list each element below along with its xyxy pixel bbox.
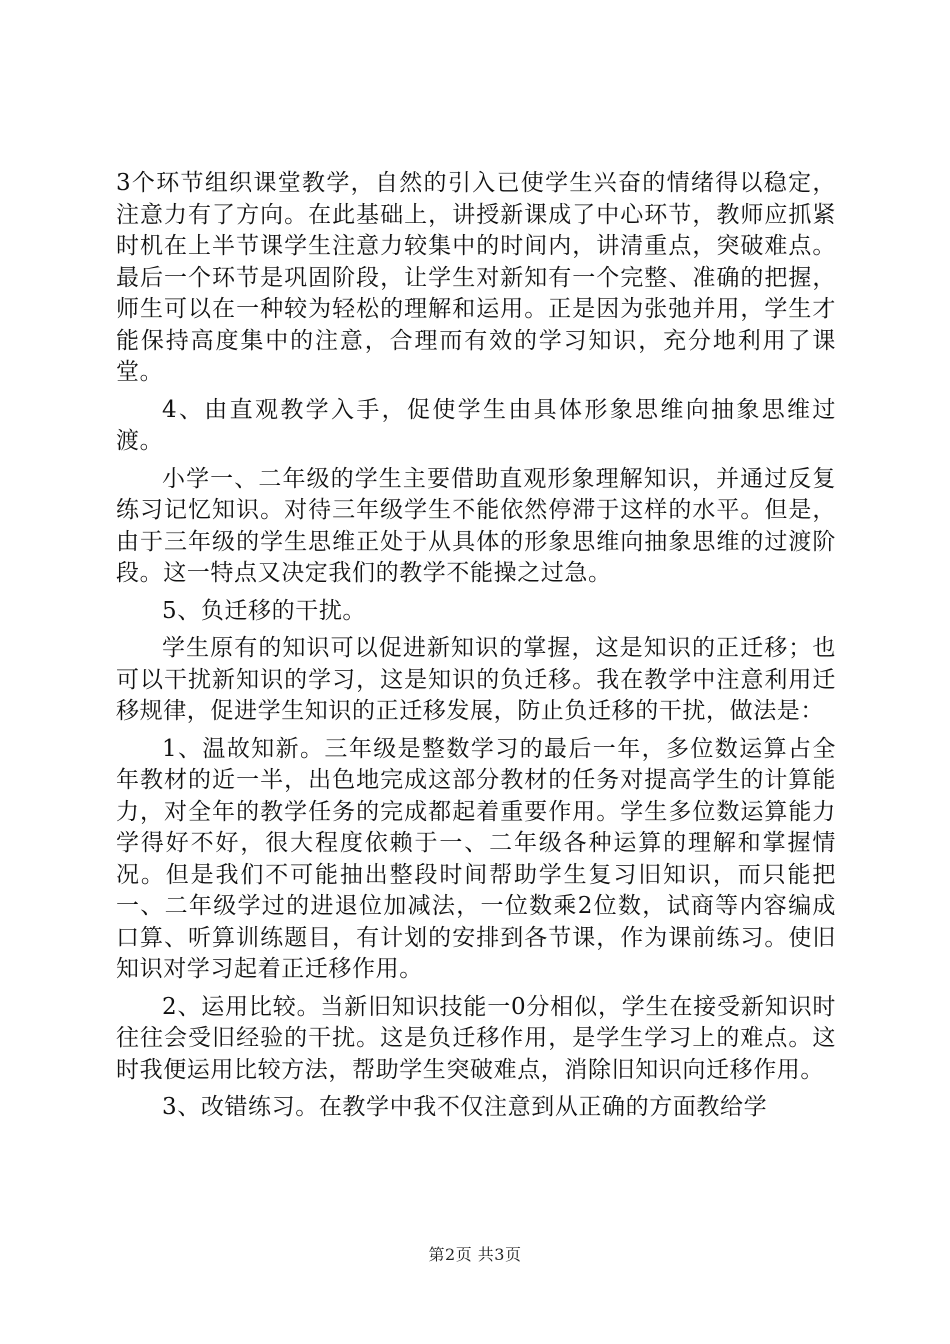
paragraph-intuitive-teaching: 小学一、二年级的学生主要借助直观形象理解知识，并通过反复练习记忆知识。对待三年级学生不能依然停滞于这样的水平。但是，由于三年级的学生思维正处于从具体的形象思维向抽象思维的过渡阶段。这一特点又决定我们的教学不能操之过急。 bbox=[116, 465, 836, 586]
page-footer: 第2页 共3页 bbox=[428, 1245, 522, 1264]
paragraph-item-3: 3、改错练习。在教学中我不仅注意到从正确的方面教给学 bbox=[162, 1094, 768, 1120]
paragraph-item-1: 1、温故知新。三年级是整数学习的最后一年，多位数运算占全年教材的近一半，出色地完成这部分教材的任务对提高学生的计算能力，对全年的教学任务的完成都起着重要作用。学生多位数运算能力学得好不好，很大程度依赖于一、二年级各种运算的理解和掌握情况。但是我们不可能抽出整段时间帮助学生复习旧知识，而只能把一、二年级学过的进退位加减法，一位数乘2位数，试商等内容编成口算、听算训练题目，有计划的安排到各节课，作为课前练习。使旧知识对学习起着正迁移作用。 bbox=[116, 735, 836, 982]
paragraph-continuation: 3个环节组织课堂教学，自然的引入已使学生兴奋的情绪得以稳定，注意力有了方向。在此基础上，讲授新课成了中心环节，教师应抓紧时机在上半节课学生注意力较集中的时间内，讲清重点，突破难点。最后一个环节是巩固阶段，让学生对新知有一个完整、准确的把握，师生可以在一种较为轻松的理解和运用。正是因为张弛并用，学生才能保持高度集中的注意，合理而有效的学习知识，充分地利用了课堂。 bbox=[116, 170, 836, 385]
paragraph-transfer: 学生原有的知识可以促进新知识的掌握，这是知识的正迁移；也可以干扰新知识的学习，这是知识的负迁移。我在教学中注意利用迁移规律，促进学生知识的正迁移发展，防止负迁移的干扰，做法是： bbox=[116, 635, 836, 724]
document-body bbox=[116, 168, 836, 1124]
paragraph-heading-5: 5、负迁移的干扰。 bbox=[162, 597, 367, 624]
paragraph-item-2: 2、运用比较。当新旧知识技能一0分相似，学生在接受新知识时往往会受旧经验的干扰。这是负迁移作用，是学生学习上的难点。这时我便运用比较方法，帮助学生突破难点，消除旧知识向迁移作用。 bbox=[116, 993, 836, 1083]
paragraph-heading-4: 4、由直观教学入手，促使学生由具体形象思维向抽象思维过渡。 bbox=[116, 396, 836, 454]
